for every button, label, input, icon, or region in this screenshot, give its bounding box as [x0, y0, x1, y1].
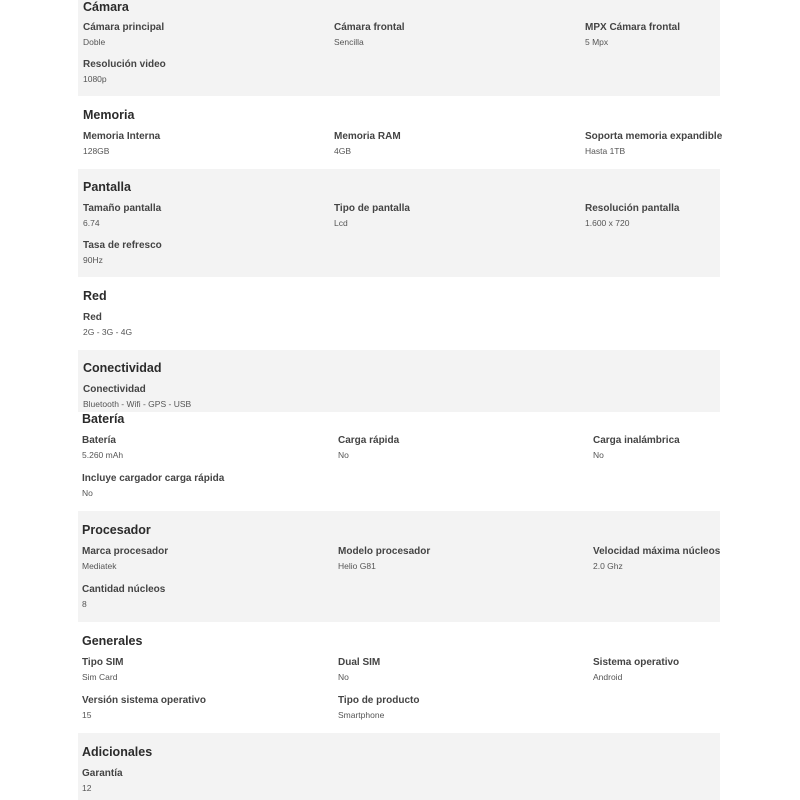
spec-label: Dual SIM — [338, 657, 381, 668]
spec-label: Cámara frontal — [334, 22, 405, 33]
section-pantalla — [78, 169, 720, 277]
spec-garantia — [82, 767, 123, 794]
spec-resolucion-video — [83, 58, 166, 85]
section-title: Batería — [82, 412, 125, 426]
spec-label: Tasa de refresco — [83, 240, 162, 251]
spec-label: Cantidad núcleos — [82, 584, 166, 595]
spec-value: 8 — [82, 599, 87, 609]
spec-label: Memoria Interna — [83, 131, 161, 142]
section-title: Adicionales — [82, 745, 153, 759]
spec-label: Resolución pantalla — [585, 203, 680, 214]
spec-value: No — [338, 672, 349, 682]
spec-red — [83, 311, 132, 338]
section-title: Memoria — [83, 108, 135, 122]
spec-value: 1.600 x 720 — [585, 218, 630, 228]
spec-value: Sencilla — [334, 37, 364, 47]
section-adicionales — [78, 733, 720, 800]
spec-label: Incluye cargador carga rápida — [82, 473, 225, 484]
spec-label: Versión sistema operativo — [82, 695, 206, 706]
spec-memoria-interna — [83, 130, 160, 157]
spec-velocidad-nucleos — [593, 545, 720, 572]
spec-value: Hasta 1TB — [585, 146, 626, 156]
spec-modelo-procesador — [338, 545, 430, 572]
spec-label: Modelo procesador — [338, 546, 431, 557]
spec-value: 5.260 mAh — [82, 450, 124, 460]
spec-value: 1080p — [83, 74, 107, 84]
spec-label: Marca procesador — [82, 546, 169, 557]
spec-label: Sistema operativo — [593, 657, 680, 668]
spec-label: Conectividad — [83, 384, 146, 395]
spec-tipo-pantalla — [334, 202, 410, 229]
spec-label: Tamaño pantalla — [83, 203, 162, 214]
spec-value: Smartphone — [338, 710, 385, 720]
spec-cantidad-nucleos — [82, 583, 165, 610]
spec-label: Cámara principal — [83, 22, 165, 33]
section-title: Red — [83, 289, 107, 303]
spec-value: 4GB — [334, 146, 352, 156]
spec-tasa-refresco — [83, 239, 162, 266]
section-memoria — [78, 96, 723, 169]
spec-tipo-sim — [82, 656, 123, 683]
spec-value: Helio G81 — [338, 561, 376, 571]
spec-label: Red — [83, 312, 102, 323]
spec-carga-inalambrica — [593, 434, 680, 461]
spec-value: Doble — [83, 37, 106, 47]
spec-label: Carga inalámbrica — [593, 435, 680, 446]
spec-label: Tipo de producto — [338, 695, 420, 706]
spec-tipo-producto — [338, 694, 419, 721]
spec-value: 15 — [82, 710, 92, 720]
spec-value: No — [593, 450, 604, 460]
spec-value: Mediatek — [82, 561, 117, 571]
spec-value: 5 Mpx — [585, 37, 609, 47]
section-bateria — [78, 412, 720, 511]
spec-camara-principal — [83, 21, 164, 48]
spec-label: Batería — [82, 435, 116, 446]
spec-label: MPX Cámara frontal — [585, 22, 681, 33]
spec-tamano-pantalla — [83, 202, 161, 229]
section-generales — [78, 622, 720, 733]
spec-value: 2.0 Ghz — [593, 561, 623, 571]
spec-label: Tipo SIM — [82, 657, 124, 668]
spec-label: Soporta memoria expandible — [585, 131, 723, 142]
spec-value: No — [338, 450, 349, 460]
spec-conectividad — [83, 383, 191, 410]
spec-value: Lcd — [334, 218, 348, 228]
section-title: Pantalla — [83, 180, 131, 194]
section-title: Cámara — [83, 0, 129, 14]
spec-value: 2G - 3G - 4G — [83, 327, 133, 337]
spec-label: Memoria RAM — [334, 131, 401, 142]
spec-value: 12 — [82, 783, 92, 793]
spec-label: Tipo de pantalla — [334, 203, 410, 214]
spec-value: Sim Card — [82, 672, 118, 682]
section-title: Generales — [82, 634, 143, 648]
spec-dual-sim — [338, 656, 380, 683]
spec-mpx-camara-frontal — [585, 21, 680, 48]
spec-resolucion-pantalla — [585, 202, 679, 229]
spec-sistema-operativo — [593, 656, 679, 683]
spec-value: No — [82, 488, 93, 498]
spec-version-sistema — [82, 694, 206, 721]
spec-value: 6.74 — [83, 218, 100, 228]
spec-memoria-expandible — [585, 130, 722, 157]
spec-label: Velocidad máxima núcleos — [593, 546, 721, 557]
spec-label: Resolución video — [83, 59, 166, 70]
spec-label: Carga rápida — [338, 435, 400, 446]
spec-marca-procesador — [82, 545, 168, 572]
spec-bateria — [82, 434, 123, 461]
section-procesador — [78, 511, 720, 622]
spec-value: 90Hz — [83, 255, 103, 265]
section-red — [78, 277, 720, 350]
section-title: Procesador — [82, 523, 151, 537]
spec-value: Android — [593, 672, 623, 682]
spec-memoria-ram — [334, 130, 401, 157]
spec-value: Bluetooth - Wifi - GPS - USB — [83, 399, 192, 409]
spec-camara-frontal — [334, 21, 405, 48]
spec-incluye-cargador — [82, 472, 224, 499]
section-camara — [78, 0, 720, 96]
spec-label: Garantía — [82, 768, 123, 779]
section-conectividad — [78, 350, 720, 412]
spec-carga-rapida — [338, 434, 399, 461]
spec-value: 128GB — [83, 146, 110, 156]
section-title: Conectividad — [83, 361, 162, 375]
